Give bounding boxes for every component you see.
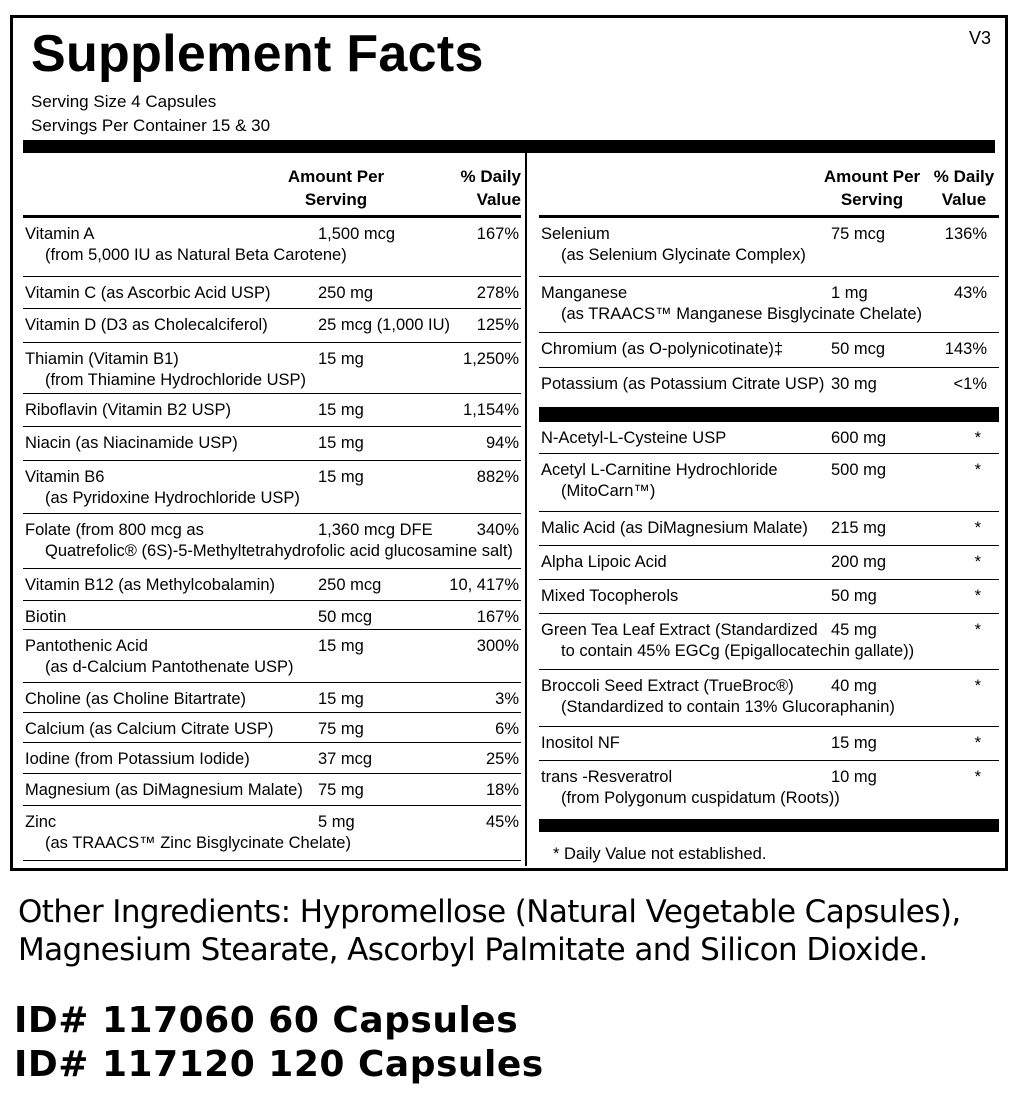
- nutrient-name: Vitamin B12 (as Methylcobalamin): [25, 576, 276, 594]
- nutrient-source: (as Pyridoxine Hydrochloride USP): [45, 489, 300, 507]
- amount-per-serving: 15 mg: [318, 401, 364, 419]
- table-row: [23, 427, 521, 461]
- amount-per-serving: 500 mg: [831, 461, 887, 479]
- amount-per-serving: 40 mg: [831, 677, 877, 695]
- amount-per-serving: 1 mg: [831, 284, 868, 302]
- nutrient-name: Biotin: [25, 608, 67, 626]
- other-ingredients: Other Ingredients: Hypromellose (Natural Vegetable Capsules), Magnesium Stearate, Ascorbyl Palmitate and Silicon Dioxide.: [18, 894, 961, 968]
- daily-value: 167%: [476, 225, 519, 243]
- daily-value: *: [974, 621, 981, 639]
- table-row: [23, 514, 521, 569]
- daily-value: 136%: [944, 225, 987, 243]
- nutrient-name: Vitamin C (as Ascorbic Acid USP): [25, 284, 271, 302]
- table-row: [23, 806, 521, 861]
- daily-value: *: [974, 734, 981, 752]
- daily-value: 882%: [476, 468, 519, 486]
- amount-per-serving: 15 mg: [318, 350, 364, 368]
- nutrient-source: (as TRAACS™ Zinc Bisglycinate Chelate): [45, 834, 351, 852]
- right-other-ingredient-rows: [539, 422, 999, 815]
- table-row: [539, 512, 999, 546]
- table-row: [23, 343, 521, 394]
- daily-value: 125%: [476, 316, 519, 334]
- amount-per-serving: 250 mg: [318, 284, 374, 302]
- table-row: [539, 546, 999, 580]
- amount-per-serving: 75 mcg: [831, 225, 886, 243]
- nutrient-source: (from 5,000 IU as Natural Beta Carotene): [45, 246, 347, 264]
- amount-per-serving: 50 mcg: [831, 340, 886, 358]
- nutrient-source: (as d-Calcium Pantothenate USP): [45, 658, 294, 676]
- nutrient-source: (MitoCarn™): [561, 482, 656, 500]
- amount-per-serving: 15 mg: [318, 468, 364, 486]
- daily-value: *: [974, 429, 981, 447]
- right-nutrient-rows: [539, 218, 999, 397]
- table-row: [23, 461, 521, 514]
- daily-value: 43%: [953, 284, 987, 302]
- footnote: * Daily Value not established.: [553, 845, 767, 863]
- amount-per-serving: 25 mcg (1,000 IU): [318, 316, 451, 334]
- right-column-header: [539, 153, 999, 218]
- daily-value: *: [974, 519, 981, 537]
- daily-value: 45%: [485, 813, 519, 831]
- nutrient-source: (from Thiamine Hydrochloride USP): [45, 371, 307, 389]
- daily-value: 25%: [485, 750, 519, 768]
- daily-value: 6%: [495, 720, 519, 738]
- nutrient-name: Selenium: [541, 225, 610, 243]
- nutrient-name: Broccoli Seed Extract (TrueBroc®): [541, 677, 794, 695]
- panel-title: Supplement Facts: [31, 25, 484, 83]
- supplement-facts-panel: [10, 15, 1008, 871]
- header-daily-value: % Daily Value: [460, 167, 521, 209]
- nutrient-name: Acetyl L-Carnitine Hydrochloride: [541, 461, 778, 479]
- nutrient-name: Niacin (as Niacinamide USP): [25, 434, 238, 452]
- amount-per-serving: 600 mg: [831, 429, 887, 447]
- table-row: [23, 630, 521, 683]
- nutrient-name: Pantothenic Acid: [25, 637, 148, 655]
- daily-value: *: [974, 677, 981, 695]
- daily-value: *: [974, 461, 981, 479]
- product-id-120: ID# 117120 120 Capsules: [14, 1044, 544, 1085]
- amount-per-serving: 15 mg: [831, 734, 877, 752]
- table-row: [539, 277, 999, 333]
- table-row: [539, 670, 999, 727]
- table-row: [539, 761, 999, 815]
- nutrient-name: Vitamin A: [25, 225, 95, 243]
- amount-per-serving: 50 mg: [831, 587, 877, 605]
- nutrient-name: Riboflavin (Vitamin B2 USP): [25, 401, 232, 419]
- nutrient-name: Choline (as Choline Bitartrate): [25, 690, 247, 708]
- right-column: [539, 153, 999, 864]
- nutrient-name: N-Acetyl-L-Cysteine USP: [541, 429, 727, 447]
- daily-value: 143%: [944, 340, 987, 358]
- top-thick-rule: [23, 140, 995, 153]
- nutrient-source: to contain 45% EGCg (Epigallocatechin gallate)): [561, 642, 915, 660]
- table-row: [539, 580, 999, 614]
- table-row: [23, 569, 521, 601]
- nutrient-name: Alpha Lipoic Acid: [541, 553, 667, 571]
- daily-value: *: [974, 768, 981, 786]
- daily-value: 10, 417%: [449, 576, 519, 594]
- nutrient-name: Folate (from 800 mcg as: [25, 521, 204, 539]
- header-amount: Amount Per Serving: [287, 167, 385, 209]
- nutrient-name: Chromium (as O-polynicotinate)‡: [541, 340, 784, 358]
- nutrient-source: (as Selenium Glycinate Complex): [561, 246, 806, 264]
- nutrient-name: Manganese: [541, 284, 628, 302]
- daily-value: 300%: [476, 637, 519, 655]
- nutrient-source: (Standardized to contain 13% Glucoraphanin): [561, 698, 895, 716]
- table-row: [23, 277, 521, 309]
- amount-per-serving: 15 mg: [318, 690, 364, 708]
- nutrient-source: Quatrefolic® (6S)-5-Methyltetrahydrofolic acid glucosamine salt): [45, 542, 513, 560]
- nutrient-name: Calcium (as Calcium Citrate USP): [25, 720, 274, 738]
- table-row: [539, 614, 999, 670]
- table-row: [539, 422, 999, 454]
- bottom-thick-rule: [539, 819, 999, 832]
- amount-per-serving: 75 mg: [318, 720, 364, 738]
- amount-per-serving: 250 mcg: [318, 576, 382, 594]
- daily-value: 1,250%: [463, 350, 519, 368]
- amount-per-serving: 1,360 mcg DFE: [318, 521, 433, 539]
- nutrient-name: Zinc: [25, 813, 57, 831]
- daily-value: *: [974, 553, 981, 571]
- table-row: [539, 333, 999, 368]
- table-row: [23, 774, 521, 806]
- table-row: [539, 218, 999, 277]
- amount-per-serving: 30 mg: [831, 375, 877, 393]
- product-id-60: ID# 117060 60 Capsules: [14, 1000, 519, 1041]
- nutrient-name: Vitamin B6: [25, 468, 105, 486]
- middle-thick-rule: [539, 407, 999, 422]
- nutrient-name: Green Tea Leaf Extract (Standardized: [541, 621, 818, 639]
- daily-value: 94%: [485, 434, 519, 452]
- daily-value: 340%: [476, 521, 519, 539]
- table-row: [539, 727, 999, 761]
- table-row: [23, 713, 521, 743]
- nutrient-source: (from Polygonum cuspidatum (Roots)): [561, 789, 840, 807]
- amount-per-serving: 215 mg: [831, 519, 887, 537]
- nutrient-name: Iodine (from Potassium Iodide): [25, 750, 250, 768]
- table-row: [539, 454, 999, 512]
- left-column: [23, 153, 521, 861]
- amount-per-serving: 50 mcg: [318, 608, 373, 626]
- nutrient-name: Mixed Tocopherols: [541, 587, 679, 605]
- daily-value: 1,154%: [463, 401, 519, 419]
- table-row: [23, 394, 521, 427]
- daily-value: 18%: [485, 781, 519, 799]
- header-amount: Amount Per Serving: [823, 167, 921, 209]
- amount-per-serving: 5 mg: [318, 813, 355, 831]
- nutrient-source: (as TRAACS™ Manganese Bisglycinate Chelate): [561, 305, 923, 323]
- column-divider: [525, 153, 527, 866]
- daily-value: *: [974, 587, 981, 605]
- left-column-header: [23, 153, 521, 218]
- table-row: [23, 743, 521, 774]
- nutrient-name: Vitamin D (D3 as Cholecalciferol): [25, 316, 268, 334]
- header-daily-value: % Daily Value: [933, 167, 995, 209]
- nutrient-name: Thiamin (Vitamin B1): [25, 350, 179, 368]
- amount-per-serving: 45 mg: [831, 621, 877, 639]
- table-row: [23, 683, 521, 713]
- daily-value: <1%: [953, 375, 987, 393]
- daily-value: 278%: [476, 284, 519, 302]
- table-row: [23, 601, 521, 630]
- nutrient-name: Magnesium (as DiMagnesium Malate): [25, 781, 303, 799]
- version-label: V3: [968, 28, 991, 48]
- nutrient-name: Potassium (as Potassium Citrate USP): [541, 375, 825, 393]
- amount-per-serving: 200 mg: [831, 553, 887, 571]
- amount-per-serving: 75 mg: [318, 781, 364, 799]
- table-row: [23, 309, 521, 343]
- table-row: [539, 368, 999, 397]
- serving-size: Serving Size 4 Capsules: [31, 92, 217, 111]
- servings-per-container: Servings Per Container 15 & 30: [31, 116, 271, 135]
- daily-value: 3%: [495, 690, 519, 708]
- nutrient-name: trans -Resveratrol: [541, 768, 673, 786]
- amount-per-serving: 37 mcg: [318, 750, 373, 768]
- amount-per-serving: 1,500 mcg: [318, 225, 396, 243]
- daily-value: 167%: [476, 608, 519, 626]
- left-nutrient-rows: [23, 218, 521, 861]
- nutrient-name: Inositol NF: [541, 734, 620, 752]
- amount-per-serving: 15 mg: [318, 637, 364, 655]
- amount-per-serving: 15 mg: [318, 434, 364, 452]
- amount-per-serving: 10 mg: [831, 768, 877, 786]
- nutrient-name: Malic Acid (as DiMagnesium Malate): [541, 519, 808, 537]
- table-row: [23, 218, 521, 277]
